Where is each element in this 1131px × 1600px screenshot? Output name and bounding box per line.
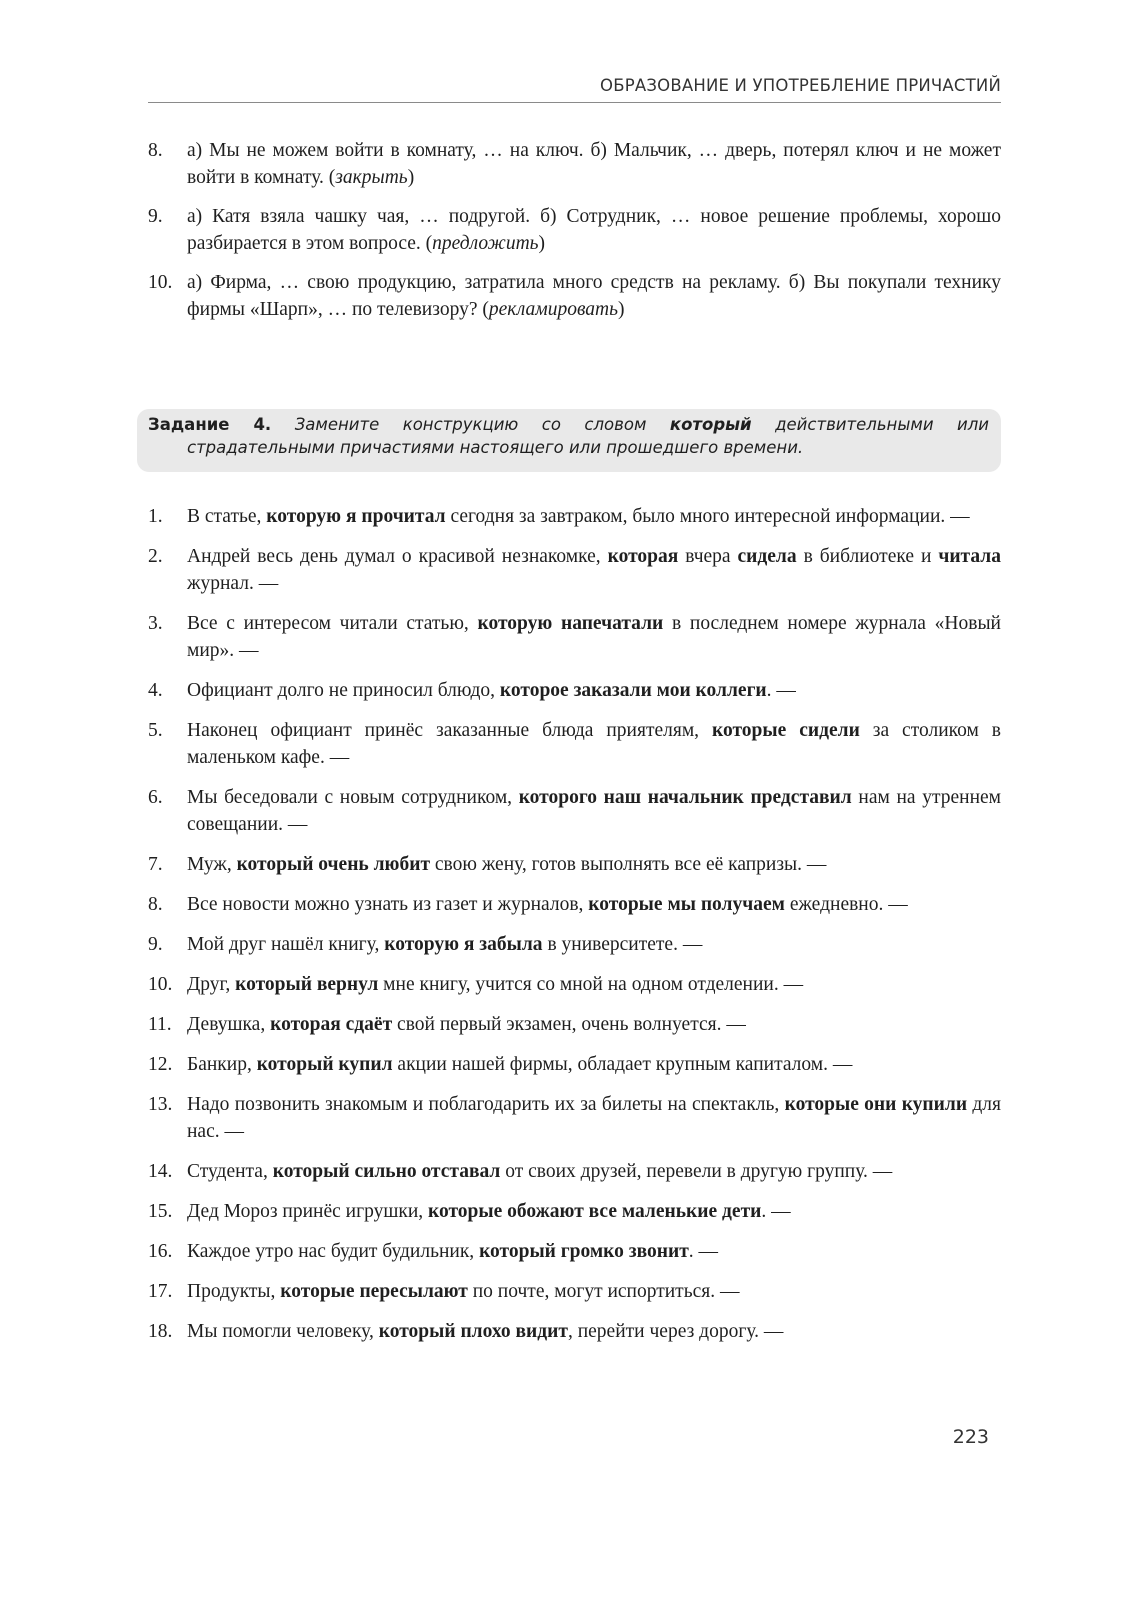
sentence-text: Надо позвонить знакомым и поблагодарить их за билеты на спектакль, <box>187 1094 785 1115</box>
highlighted-phrase: сидела <box>737 546 797 567</box>
sentence-text: свою жену, готов выполнять все её капризы. — <box>430 854 827 875</box>
header-divider <box>148 102 1001 103</box>
verb-hint: предложить <box>432 233 539 254</box>
highlighted-phrase: который купил <box>256 1054 393 1075</box>
running-header: ОБРАЗОВАНИЕ И УПОТРЕБЛЕНИЕ ПРИЧАСТИЙ <box>600 76 1001 95</box>
task-line-1 <box>148 413 989 436</box>
list-item <box>148 1051 1001 1078</box>
highlighted-phrase: которую я прочитал <box>266 506 446 527</box>
task-keyword: который <box>669 415 752 434</box>
item-text: а) Катя взяла чашку чая, … подругой. б) Сотрудник, … новое решение проблемы, хорошо разбирается в этом вопросе. <box>187 206 1001 254</box>
sentence-text: Продукты, <box>187 1281 281 1302</box>
highlighted-phrase: которую напечатали <box>477 613 664 634</box>
list-item <box>148 1318 1001 1345</box>
item-text: а) Мы не можем войти в комнату, … на ключ. б) Мальчик, … дверь, потерял ключ и не может войти в комнату. <box>187 140 1001 188</box>
exercise-3-list <box>148 137 1001 335</box>
list-item <box>148 543 1001 597</box>
list-item <box>148 931 1001 958</box>
exercise-4-list <box>148 503 1001 1358</box>
item-number: 8. <box>148 140 163 161</box>
sentence-text: , перейти через дорогу. — <box>567 1321 784 1342</box>
sentence-text: Мы беседовали с новым сотрудником, <box>187 787 519 808</box>
sentence-text: в последнем номере журнала «Новый мир». — <box>187 613 1001 661</box>
sentence-text: Мы помогли человеку, <box>187 1321 379 1342</box>
item-number: 14. <box>148 1161 173 1182</box>
task-instruction-b: действительными или <box>775 415 990 434</box>
list-item: 9. а) Катя взяла чашку чая, … подругой. б) Сотрудник, … новое решение проблемы, хорошо разбирается в этом вопросе. (предложить) <box>148 203 1001 257</box>
sentence-text: Официант долго не приносил блюдо, <box>187 680 500 701</box>
item-number: 4. <box>148 680 163 701</box>
list-item <box>148 784 1001 838</box>
list-item <box>148 1158 1001 1185</box>
sentence-text: В статье, <box>187 506 267 527</box>
highlighted-phrase: которые обожают все маленькие дети <box>428 1201 762 1222</box>
verb-hint: рекламировать <box>488 299 618 320</box>
sentence-text: журнал. — <box>187 573 279 594</box>
task-line-2 <box>148 436 989 459</box>
list-item <box>148 610 1001 664</box>
list-item <box>148 717 1001 771</box>
sentence-text: в университете. — <box>542 934 703 955</box>
list-item <box>148 851 1001 878</box>
item-number: 12. <box>148 1054 173 1075</box>
sentence-text: . — <box>761 1201 791 1222</box>
sentence-text: вчера <box>678 546 738 567</box>
list-item <box>148 503 1001 530</box>
sentence-text: свой первый экзамен, очень волнуется. — <box>392 1014 746 1035</box>
task-4-instruction <box>148 413 989 459</box>
item-number: 13. <box>148 1094 173 1115</box>
sentence-text: Все с интересом читали статью, <box>187 613 478 634</box>
list-item <box>148 1091 1001 1145</box>
sentence-text: нам на утреннем совещании. — <box>187 787 1001 835</box>
list-item: 8. а) Мы не можем войти в комнату, … на ключ. б) Мальчик, … дверь, потерял ключ и не может войти в комнату. (закрыть) <box>148 137 1001 191</box>
sentence-text: Мой друг нашёл книгу, <box>187 934 385 955</box>
highlighted-phrase: которые они купили <box>784 1094 968 1115</box>
highlighted-phrase: которая <box>607 546 679 567</box>
task-instruction-c: страдательными причастиями настоящего или прошедшего времени. <box>187 438 804 457</box>
highlighted-phrase: который очень любит <box>236 854 431 875</box>
list-item <box>148 971 1001 998</box>
item-number: 9. <box>148 206 163 227</box>
sentence-text: от своих друзей, перевели в другую группу. — <box>500 1161 893 1182</box>
item-number: 9. <box>148 934 163 955</box>
task-instruction-a: Замените конструкцию со словом <box>294 415 647 434</box>
sentence-text: Муж, <box>187 854 237 875</box>
highlighted-phrase: который плохо видит <box>378 1321 568 1342</box>
list-item <box>148 1198 1001 1225</box>
sentence-text: акции нашей фирмы, обладает крупным капиталом. — <box>392 1054 853 1075</box>
list-item <box>148 891 1001 918</box>
sentence-text: по почте, могут испортиться. — <box>467 1281 740 1302</box>
sentence-text: за столиком в маленьком кафе. — <box>187 720 1001 768</box>
list-item <box>148 1011 1001 1038</box>
item-number: 2. <box>148 546 163 567</box>
item-text: а) Фирма, … свою продукцию, затратила много средств на рекламу. б) Вы покупали технику фирмы «Шарп», … по телевизору? <box>187 272 1001 320</box>
sentence-text: Девушка, <box>187 1014 271 1035</box>
item-number: 18. <box>148 1321 173 1342</box>
highlighted-phrase: которые мы получаем <box>588 894 785 915</box>
item-number: 1. <box>148 506 163 527</box>
sentence-text: мне книгу, учится со мной на одном отделении. — <box>378 974 804 995</box>
sentence-text: . — <box>688 1241 719 1262</box>
sentence-text: сегодня за завтраком, было много интересной информации. — <box>445 506 970 527</box>
highlighted-phrase: которую я забыла <box>384 934 543 955</box>
list-item <box>148 1238 1001 1265</box>
item-number: 7. <box>148 854 163 875</box>
item-number: 10. <box>148 272 173 293</box>
highlighted-phrase: которого наш начальник представил <box>518 787 852 808</box>
verb-hint: закрыть <box>335 167 408 188</box>
item-number: 3. <box>148 613 163 634</box>
page-number: 223 <box>952 1426 989 1448</box>
sentence-text: Наконец официант принёс заказанные блюда приятелям, <box>187 720 713 741</box>
item-number: 6. <box>148 787 163 808</box>
sentence-text: Все новости можно узнать из газет и журналов, <box>187 894 589 915</box>
highlighted-phrase: которая сдаёт <box>270 1014 393 1035</box>
sentence-text: для нас. — <box>187 1094 1002 1142</box>
highlighted-phrase: которые сидели <box>712 720 860 741</box>
item-number: 16. <box>148 1241 173 1262</box>
sentence-text: Друг, <box>187 974 236 995</box>
sentence-text: Студента, <box>187 1161 273 1182</box>
item-number: 11. <box>148 1014 172 1035</box>
highlighted-phrase: которые пересылают <box>280 1281 468 1302</box>
sentence-text: в библиотеке и <box>796 546 939 567</box>
item-number: 8. <box>148 894 163 915</box>
sentence-text: Банкир, <box>187 1054 257 1075</box>
sentence-text: ежедневно. — <box>784 894 908 915</box>
sentence-text: Андрей весь день думал о красивой незнакомке, <box>187 546 608 567</box>
highlighted-phrase: который громко звонит <box>479 1241 689 1262</box>
sentence-text: Дед Мороз принёс игрушки, <box>187 1201 429 1222</box>
item-number: 17. <box>148 1281 173 1302</box>
highlighted-phrase: читала <box>938 546 1001 567</box>
sentence-text: . — <box>766 680 796 701</box>
item-number: 5. <box>148 720 163 741</box>
list-item <box>148 677 1001 704</box>
highlighted-phrase: который сильно отставал <box>272 1161 501 1182</box>
item-number: 15. <box>148 1201 173 1222</box>
task-label: Задание 4. <box>148 415 272 434</box>
item-number: 10. <box>148 974 173 995</box>
highlighted-phrase: который вернул <box>235 974 379 995</box>
list-item <box>148 1278 1001 1305</box>
highlighted-phrase: которое заказали мои коллеги <box>499 680 767 701</box>
list-item: 10. а) Фирма, … свою продукцию, затратила много средств на рекламу. б) Вы покупали технику фирмы «Шарп», … по телевизору? (рекламировать) <box>148 269 1001 323</box>
sentence-text: Каждое утро нас будит будильник, <box>187 1241 480 1262</box>
